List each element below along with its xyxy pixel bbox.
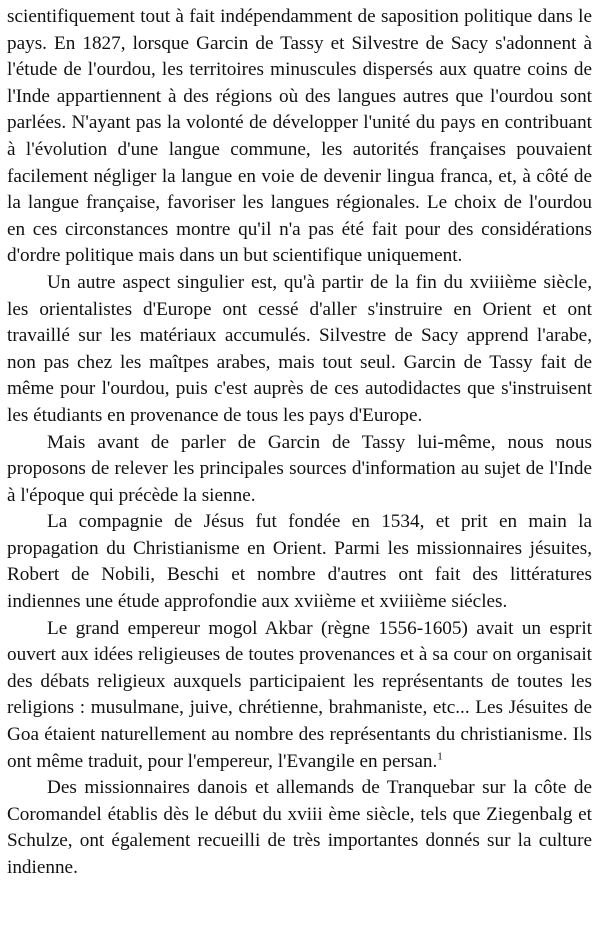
- paragraph-sources: Mais avant de parler de Garcin de Tassy lui-même, nous nous proposons de relever les principales sources d'information au sujet de l'Inde à l'époque qui précède la sienne.: [7, 431, 592, 506]
- paragraph-akbar: [7, 616, 592, 776]
- paragraph-tranquebar: Des missionnaires danois et allemands de Tranquebar sur la côte de Coromandel établis dès le début du xviii ème siècle, tels que Ziegenbalg et Schulze, ont également recueilli de très importantes donnés sur la culture indienne.: [7, 777, 592, 878]
- footnote-marker: 1: [437, 750, 443, 763]
- paragraph-politique: scientifiquement tout à fait indépendamment de saposition politique dans le pays. En 1827, lorsque Garcin de Tassy et Silvestre de Sacy s'adonnent à l'étude de l'ourdou, les territoires minuscules dispersés aux quatre coins de l'Inde appartiennent à des régions où des langues autres que l'ourdou sont parlées. N'ayant pas la volonté de développer l'unité du pays en contribuant à l'évolution d'une langue commune, les autorités françaises pouvaient facilement négliger la langue en voie de devenir lingua franca, et, à côté de la langue française, favoriser les langues régionales. Le choix de l'ourdou en ces circonstances montre qu'il n'a pas été fait pour des considérations d'ordre politique mais dans un but scientifique uniquement.: [7, 6, 592, 267]
- paragraph-jesuites: La compagnie de Jésus fut fondée en 1534, et prit en main la propagation du Christianisme en Orient. Parmi les missionnaires jésuites, Robert de Nobili, Beschi et nombre d'autres ont fait des littératures indiennes une étude approfondie aux xviième et xviiième siécles.: [7, 511, 592, 613]
- paragraph-orientalistes: Un autre aspect singulier est, qu'à partir de la fin du xviiième siècle, les orientalistes d'Europe ont cessé d'aller s'instruire en Orient et ont travaillé sur les matériaux accumulés. Silvestre de Sacy apprend l'arabe, non pas chez les maîtpes arabes, mais tout seul. Garcin de Tassy fait de même pour l'ourdou, puis c'est auprès de ces autodidactes que s'instruisent les étudiants en provenance de tous les pays d'Europe.: [7, 271, 592, 426]
- paragraph-akbar-text: Le grand empereur mogol Akbar (règne 1556-1605) avait un esprit ouvert aux idées religieuses de toutes provenances et à sa cour on organisait des débats religieux auxquels participaient les représentants de toutes les religions : musulmane, juive, chrétienne, brahmaniste, etc... Les Jésuites de Goa étaient naturellement au nombre des représentants du christianisme. Ils ont même traduit, pour l'empereur, l'Evangile en persan.: [7, 617, 592, 772]
